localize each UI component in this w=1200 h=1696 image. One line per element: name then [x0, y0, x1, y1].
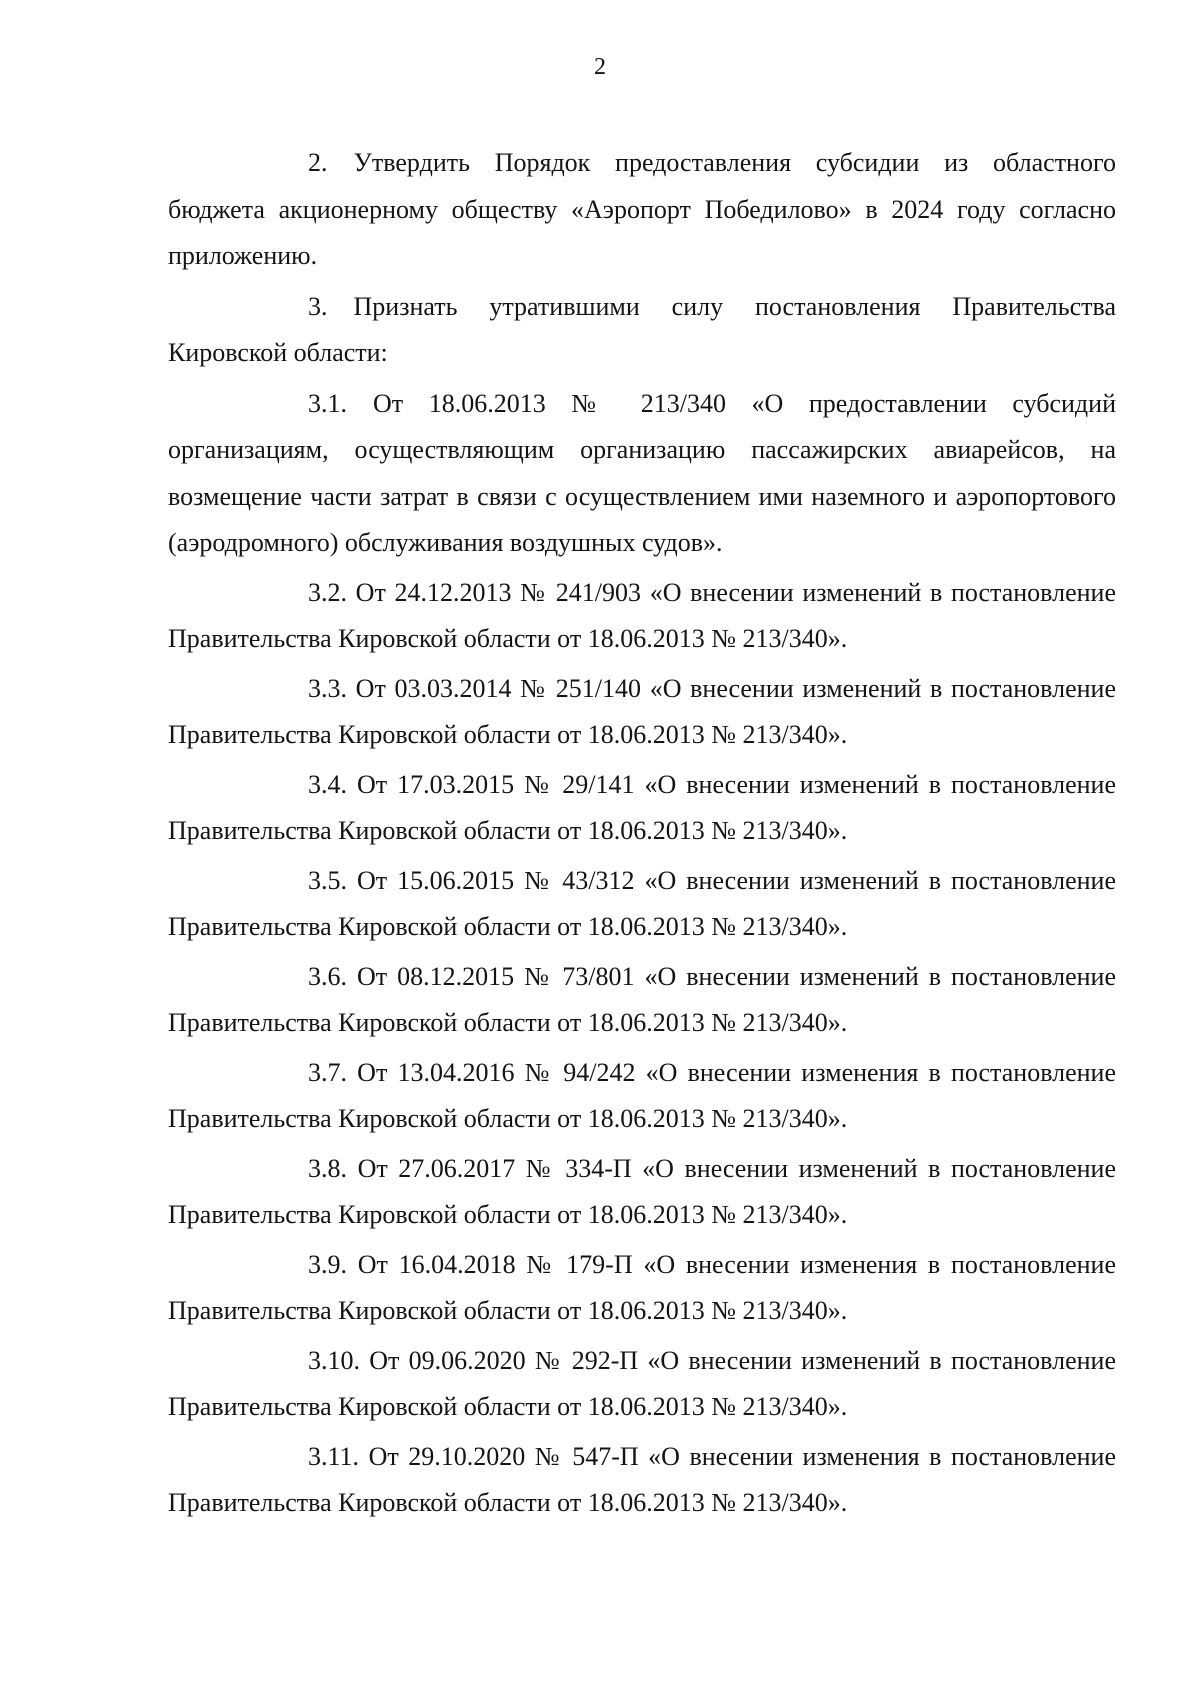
paragraph-3-7 [168, 1050, 1116, 1143]
paragraph-text: От 29.10.2020 № 547-П «О внесении изменения в постановление Правительства Кировской области от 18.06.2013 № 213/340». [168, 1441, 1116, 1517]
paragraph-number: 3.5. [308, 865, 347, 895]
paragraph-text: Утвердить Порядок предоставления субсидии из областного бюджета акционерному обществу «Аэропорт Победилово» в 2024 году согласно приложению. [168, 148, 1116, 270]
paragraph-text: От 17.03.2015 № 29/141 «О внесении изменений в постановление Правительства Кировской области от 18.06.2013 № 213/340». [168, 769, 1117, 845]
paragraph-3-10 [168, 1338, 1116, 1431]
paragraph-3-8 [168, 1146, 1116, 1239]
paragraph-number: 3.8. [308, 1153, 347, 1183]
paragraph-number: 3.3. [308, 673, 347, 703]
paragraph-number: 3.6. [308, 961, 347, 991]
paragraph-3-9 [168, 1242, 1116, 1335]
paragraph-2 [168, 140, 1116, 280]
paragraph-number: 3. [308, 291, 328, 321]
paragraph-number: 3.10. [308, 1345, 360, 1375]
paragraph-3-11 [168, 1434, 1116, 1527]
paragraph-number: 3.1. [308, 388, 347, 418]
page-number: 2 [594, 54, 606, 80]
paragraph-number: 3.11. [308, 1441, 360, 1471]
paragraph-text: От 03.03.2014 № 251/140 «О внесении изменений в постановление Правительства Кировской области от 18.06.2013 № 213/340». [168, 673, 1117, 749]
paragraph-text: От 13.04.2016 № 94/242 «О внесении изменения в постановление Правительства Кировской области от 18.06.2013 № 213/340». [168, 1057, 1117, 1133]
paragraph-3-6 [168, 954, 1116, 1047]
paragraph-text: От 18.06.2013 № 213/340 «О предоставлении субсидий организациям, осуществляющим организацию пассажирских авиарейсов, на возмещение части затрат в связи с осуществлением ими наземного и аэропортового (аэродромного) обслуживания воздушных судов». [168, 388, 1116, 557]
paragraph-text: От 24.12.2013 № 241/903 «О внесении изменений в постановление Правительства Кировской области от 18.06.2013 № 213/340». [168, 577, 1117, 653]
paragraph-3 [168, 284, 1116, 377]
paragraph-text: От 16.04.2018 № 179-П «О внесении изменения в постановление Правительства Кировской области от 18.06.2013 № 213/340». [168, 1249, 1116, 1325]
paragraph-text: От 15.06.2015 № 43/312 «О внесении изменений в постановление Правительства Кировской области от 18.06.2013 № 213/340». [168, 865, 1117, 941]
paragraph-text: От 09.06.2020 № 292-П «О внесении изменений в постановление Правительства Кировской области от 18.06.2013 № 213/340». [168, 1345, 1116, 1421]
paragraph-3-4 [168, 762, 1116, 855]
paragraph-number: 2. [308, 148, 328, 177]
document-body [168, 140, 1116, 1527]
paragraph-3-3 [168, 666, 1116, 759]
paragraph-number: 3.2. [308, 577, 347, 607]
paragraph-text: Признать утратившими силу постановления Правительства Кировской области: [168, 291, 1116, 367]
paragraph-text: От 27.06.2017 № 334-П «О внесении изменений в постановление Правительства Кировской области от 18.06.2013 № 213/340». [168, 1153, 1117, 1229]
paragraph-number: 3.4. [308, 769, 347, 799]
paragraph-3-1 [168, 381, 1116, 567]
paragraph-3-5 [168, 858, 1116, 951]
paragraph-number: 3.9. [308, 1249, 347, 1279]
paragraph-text: От 08.12.2015 № 73/801 «О внесении изменений в постановление Правительства Кировской области от 18.06.2013 № 213/340». [168, 961, 1117, 1037]
paragraph-3-2 [168, 570, 1116, 663]
paragraph-number: 3.7. [308, 1057, 347, 1087]
